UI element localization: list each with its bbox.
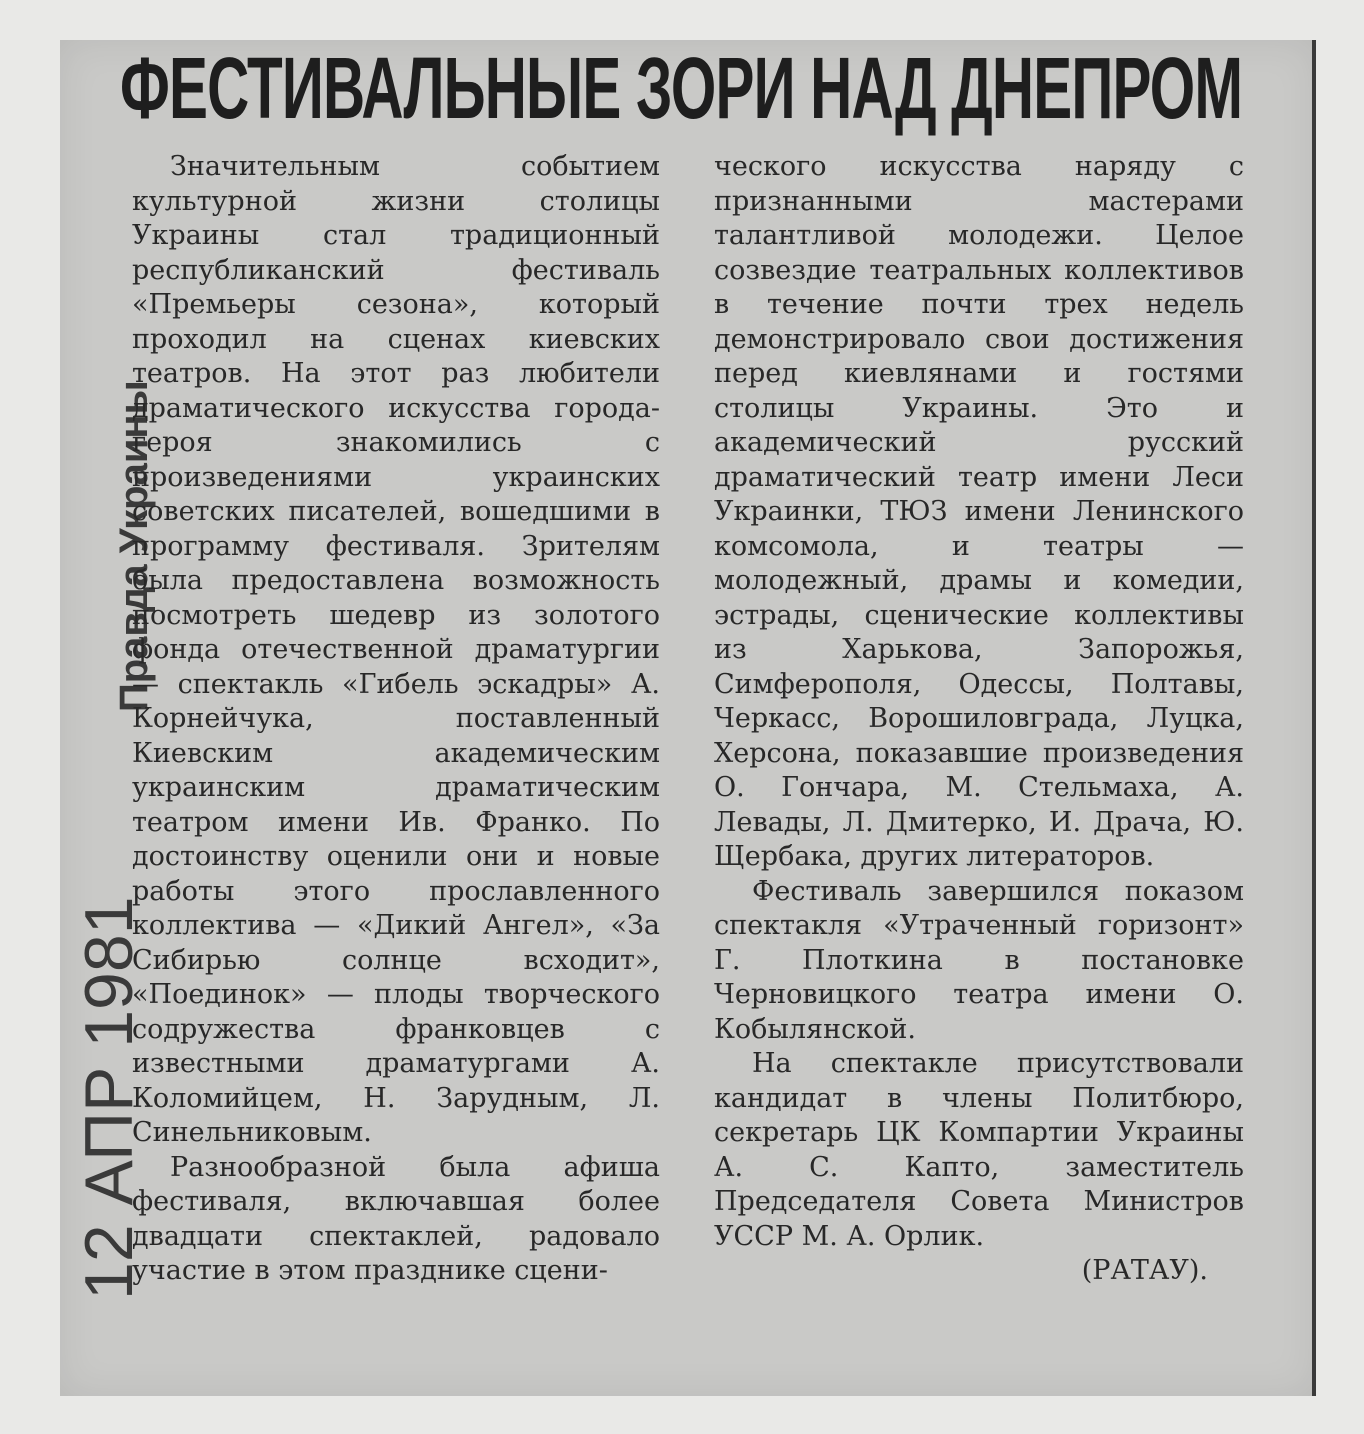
date-stamp: 12 АПР 1981 (71, 896, 147, 1300)
article-paragraph: Значительным событием культурной жизни столицы Украины стал традиционный республиканский фестиваль «Премьеры сезона», который проходил на сценах киевских театров. На этот раз любители драматического искусства города-героя знакомились с произведениями украинских советских писателей, вошедшими в программу фестиваля. Зрителям была предоставлена возможность посмотреть шедевр из золотого фонда отечественной драматургии — спектакль «Гибель эскадры» А. Корнейчука, поставленный Киевским академическим украинским драматическим театром имени Ив. Франко. По достоинству оценили они и новые работы этого прославленного коллектива — «Дикий Ангел», «За Сибирью солнце всходит», «Поединок» — плоды творческого содружества франковцев с известными драматургами А. Коломийцем, Н. Зарудным, Л. Синельниковым. (132, 151, 660, 1148)
newspaper-name-stamp: Правда Украины (112, 380, 156, 712)
article-column-left (132, 150, 660, 1289)
article-paragraph: Фестиваль завершился показом спектакля «Утраченный горизонт» Г. Плоткина в постановке Черновицкого театра имени О. Кобылянской. (714, 875, 1244, 1045)
news-agency-credit: (РАТАУ). (1081, 1255, 1208, 1286)
article-paragraph: ческого искусства наряду с признанными мастерами талантливой молодежи. Целое созвездие театральных коллективов в течение почти трех недель демонстрировало свои достижения перед киевлянами и гостями столицы Украины. Это и академический русский драматический театр имени Леси Украинки, ТЮЗ имени Ленинского комсомола, и театры — молодежный, драмы и комедии, эстрады, сценические коллективы из Харькова, Запорожья, Симферополя, Одессы, Полтавы, Черкасс, Ворошиловграда, Луцка, Херсона, показавшие произведения О. Гончара, М. Стельмаха, А. Левады, Л. Дмитерко, И. Драча, Ю. Щербака, других литераторов. (714, 151, 1244, 872)
article-paragraph: На спектакле присутствовали кандидат в члены Политбюро, секретарь ЦК Компартии Украины А. С. Капто, заместитель Председателя Совета Министров УССР М. А. Орлик. (714, 1048, 1244, 1252)
article-headline: ФЕСТИВАЛЬНЫЕ ЗОРИ НАД ДНЕПРОМ (120, 39, 1243, 137)
article-paragraph: Разнообразной была афиша фестиваля, включавшая более двадцати спектаклей, радовало участие в этом празднике сцени- (132, 1151, 660, 1286)
clipping-edge (1312, 40, 1316, 1396)
article-column-right (714, 150, 1244, 1289)
